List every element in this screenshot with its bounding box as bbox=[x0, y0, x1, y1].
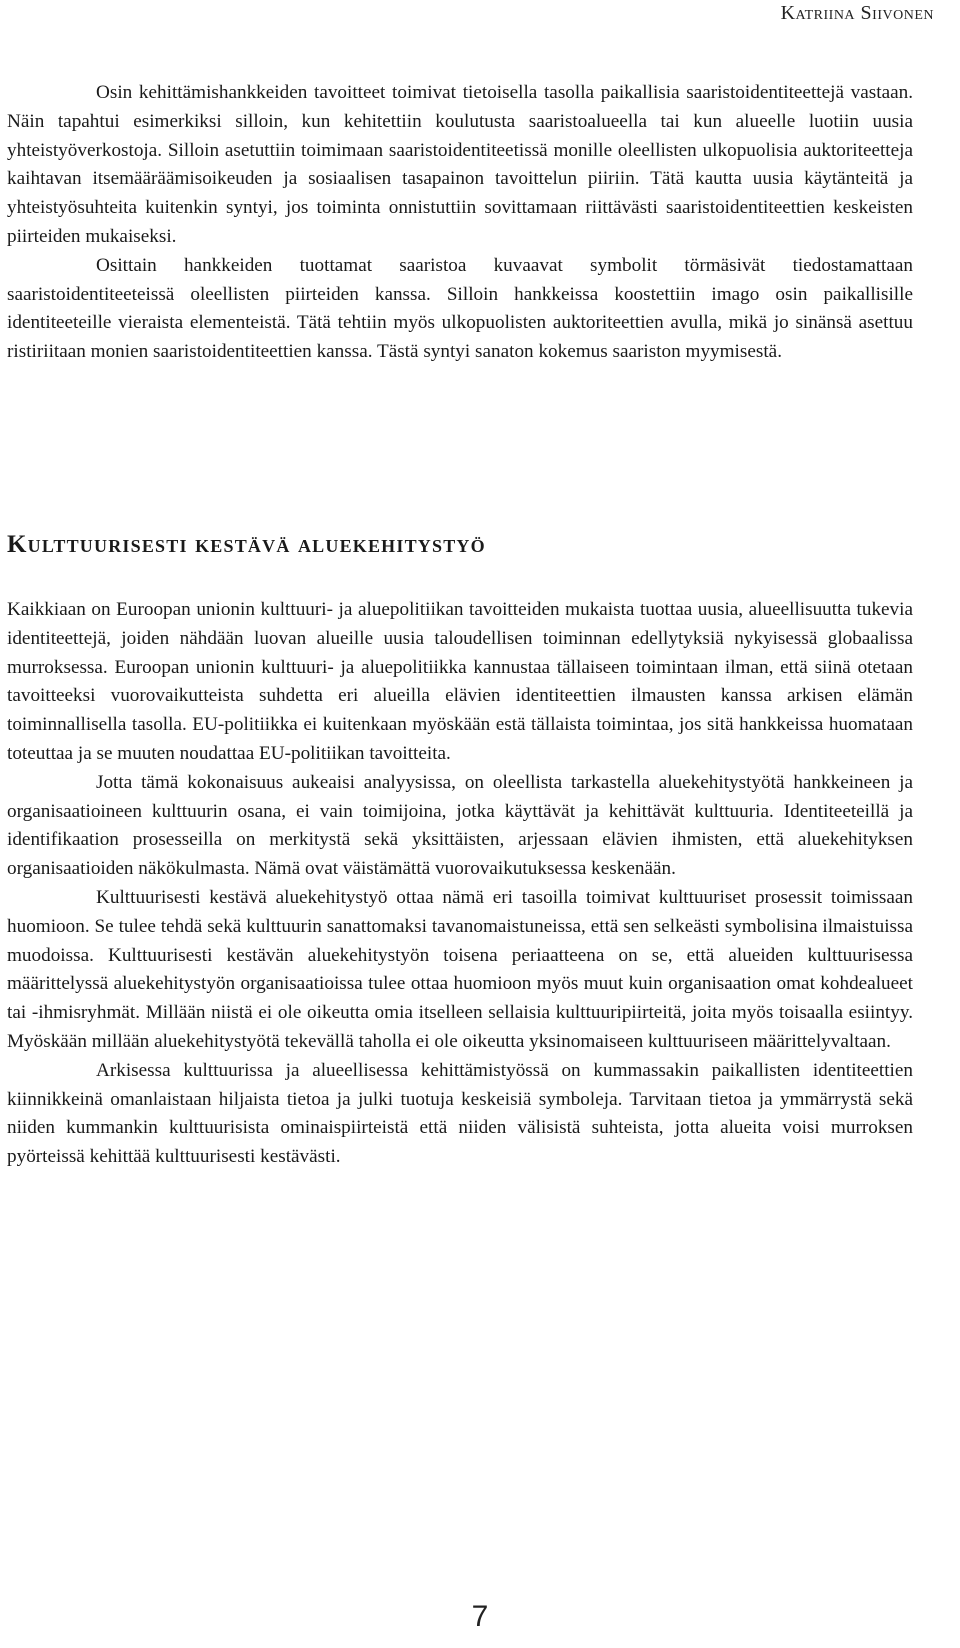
body-paragraph: Osittain hankkeiden tuottamat saaristoa kuvaavat symbolit törmäsivät tiedostamattaan saaristoidentiteeteissä oleellisten piirteiden kanssa. Silloin hankkeissa koostettiin imago osin paikallisille identiteeteille vieraista elementeistä. Tätä tehtiin myös ulkopuolisten auktoriteettien avulla, mikä jo sinänsä asettuu ristiriitaan monien saaristoidentiteettien kanssa. Tästä syntyi sanaton kokemus saariston myymisestä. bbox=[7, 254, 913, 363]
section-text bbox=[7, 596, 913, 1172]
running-head: Katriina Siivonen bbox=[780, 2, 934, 24]
section-heading: Kulttuurisesti kestävä aluekehitystyö bbox=[7, 531, 486, 558]
body-paragraph: Kulttuurisesti kestävä aluekehitystyö ottaa nämä eri tasoilla toimivat kulttuuriset prosessit toimissaan huomioon. Se tulee tehdä sekä kulttuurin sanattomaksi tavanomaistuneissa, että sen selkeästi symbolisina ilmaistuissa muodoissa. Kulttuurisesti kestävän aluekehitystyön toisena periaatteena on se, että alueiden kulttuurisessa määrittelyssä aluekehitystyön organisaatioissa tulee ottaa huomioon myös muut kuin organisaation omat kohdealueet tai -ihmisryhmät. Millään niistä ei ole oikeutta omia itselleen sellaisia kulttuuripiirteitä, joita myös toisaalla esiintyy. Myöskään millään aluekehitystyötä tekevällä taholla ei ole oikeutta yksinomaiseen kulttuuriseen määrittelyvaltaan. bbox=[7, 886, 913, 1052]
page-number: 7 bbox=[471, 1600, 489, 1633]
body-paragraph: Arkisessa kulttuurissa ja alueellisessa kehittämistyössä on kummassakin paikallisten identiteettien kiinnikkeinä omanlaistaan hiljaista tietoa ja julki tuotuja keskeisiä symboleja. Tarvitaan tietoa ja ymmärrystä sekä niiden kummankin kulttuurisista ominaispiirteistä että niiden välisistä suhteista, jotta alueita voisi murroksen pyörteissä kehittää kulttuurisesti kestävästi. bbox=[7, 1059, 913, 1168]
body-paragraph: Osin kehittämishankkeiden tavoitteet toimivat tietoisella tasolla paikallisia saaristoidentiteettejä vastaan. Näin tapahtui esimerkiksi silloin, kun kehitettiin koulutusta saaristoalueella tai kun alueelle luotiin uusia yhteistyöverkostoja. Silloin asetuttiin toimimaan saaristoidentiteetissä monille oleellisten ulkopuolisia auktoriteetteja kaihtavan itsemääräämisoikeuden ja sosiaalisen tasapainon tavoittelun piiriin. Tätä kautta uusia käytänteitä ja yhteistyösuhteita kuitenkin syntyi, jos toiminta onnistuttiin sovittamaan riittävästi saaristoidentiteettien keskeisten piirteiden mukaiseksi. bbox=[7, 82, 913, 247]
intro-text bbox=[7, 79, 913, 367]
body-paragraph: Jotta tämä kokonaisuus aukeaisi analyysissa, on oleellista tarkastella aluekehitystyötä hankkeineen ja organisaatioineen kulttuurin osana, ei vain toimijoina, jotka käyttävät ja kehittävät kulttuuria. Identiteeteillä ja identifikaation prosesseilla on merkitystä sekä yksittäisten, arjessaan elävien ihmisten, että aluekehityksen organisaatioiden näkökulmasta. Nämä ovat väistämättä vuorovaikutuksessa keskenään. bbox=[7, 771, 913, 880]
body-paragraph: Kaikkiaan on Euroopan unionin kulttuuri- ja aluepolitiikan tavoitteiden mukaista tuottaa uusia, alueellisuutta tukevia identiteettejä, joiden nähdään luovan alueille uusia taloudellisen toiminnan edellytyksiä nykyisessä globaalissa murroksessa. Euroopan unionin kulttuuri- ja aluepolitiikka kannustaa tällaiseen toimintaan ilman, että siinä otetaan tavoitteeksi vuorovaikutteista suhdetta eri alueilla elävien identiteettien ilmausten kanssa arkisen elämän toiminnallisella tasolla. EU-politiikka ei kuitenkaan myöskään estä tällaista toimintaa, jos sitä hankkeissa huomataan toteuttaa ja se muuten noudattaa EU-politiikan tavoitteita. bbox=[7, 599, 913, 764]
